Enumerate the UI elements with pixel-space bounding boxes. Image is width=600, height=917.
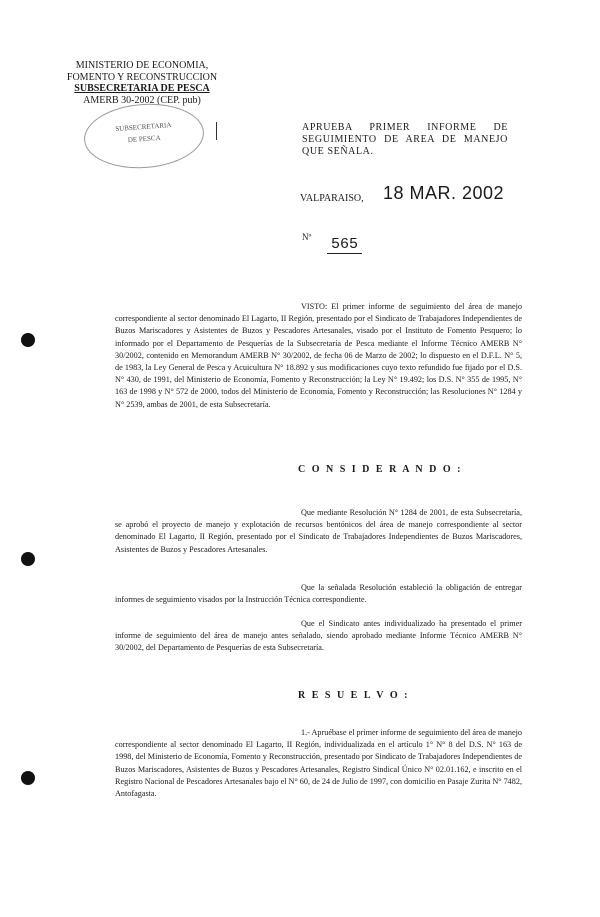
- number-prefix: Nº: [302, 232, 312, 242]
- bracket-mark: [213, 122, 217, 140]
- punch-hole-bottom: [21, 771, 35, 785]
- header-line-2: FOMENTO Y RECONSTRUCCION: [66, 71, 218, 83]
- resuelvo-heading: R E S U E L V O :: [298, 690, 410, 701]
- visto-paragraph: VISTO: El primer informe de seguimiento del área de manejo correspondiente al sector denominado El Lagarto, II Región, presentado por el Sindicato de Trabajadores Independientes de Buzos Mariscadores y Asistentes de Buzos y Pescadores Artesanales, visado por el Instituto de Fomento Pesquero; lo informado por el Departamento de Pesquerías de la Subsecretaría de Pesca mediante el Informe Técnico AMERB N° 30/2002, contenido en Memorandum AMERB N° 30/2002, de fecha 06 de Marzo de 2002; lo dispuesto en el D.F.L. N° 5, de 1983, la Ley General de Pesca y Acuicultura N° 18.892 y sus modificaciones cuyo texto refundido fue fijado por el D.S. N° 430, de 1991, del Ministerio de Economía, Fomento y Reconstrucción; la Ley N° 19.492; los D.S. N° 355 de 1995, N° 163 de 1998 y N° 572 de 2000, todos del Ministerio de Economía, Fomento y Reconstrucción; las Resoluciones N° 1284 y N° 2539, ambas de 2001, de esta Subsecretaría.: [115, 302, 522, 409]
- header-line-4: AMERB 30-2002 (CEP. pub): [83, 94, 201, 106]
- considerando-item-2: Que la señalada Resolución estableció la obligación de entregar informes de seguimiento visados por la Instrucción Técnica correspondiente.: [115, 583, 522, 605]
- header-line-3: SUBSECRETARIA DE PESCA: [74, 83, 210, 94]
- subject-line: APRUEBA PRIMER INFORME DE SEGUIMIENTO DE AREA DE MANEJO QUE SEÑALA.: [302, 122, 508, 157]
- city: VALPARAISO,: [300, 193, 364, 204]
- considerando-item-1: Que mediante Resolución N° 1284 de 2001, de esta Subsecretaría, se aprobó el proyecto de manejo y explotación de recursos bentónicos del área de manejo correspondiente al sector denominado El Lagarto, II Región, presentado por el Sindicato de Trabajadores Independientes de Buzos Mariscadores, Asistentes de Buzos y Pescadores Artesanales.: [115, 508, 522, 554]
- header-line-1: MINISTERIO DE ECONOMIA,: [75, 60, 209, 71]
- stamp-text-2: DE PESCA: [127, 133, 161, 145]
- considerando-item-3: Que el Sindicato antes individualizado ha presentado el primer informe de seguimiento del área de manejo antes señalado, siendo aprobado mediante Informe Técnico AMERB N° 30/2002, del Departamento de Pesquerías de esta Subsecretaría.: [115, 619, 522, 653]
- punch-hole-middle: [21, 552, 35, 566]
- stamp-text: SUBSECRETARIA: [115, 121, 172, 133]
- considerando-heading: C O N S I D E R A N D O :: [298, 464, 463, 475]
- ministry-header: [62, 60, 222, 106]
- punch-hole-top: [21, 333, 35, 347]
- resolution-number: 565: [327, 236, 362, 254]
- date-stamp: 18 MAR. 2002: [383, 183, 505, 203]
- resuelvo-paragraph: 1.- Apruébase el primer informe de seguimiento del área de manejo correspondiente al sector denominado El Lagarto, II Región, individualizada en el artículo 1° N° 8 del D.S. N° 163 de 1998, del Ministerio de Economía, Fomento y Reconstrucción, presentado por Sindicato de Trabajadores Independientes de Buzos Mariscadores, Asistentes de Buzos y Pescadores Artesanales, Registro Sindical Único N° 02.01.162, e inscrito en el Registro Nacional de Pescadores Artesanales bajo el N° 60, de 24 de Julio de 1997, con domicilio en Pasaje Zurita N° 7482, Antofagasta.: [115, 728, 522, 799]
- official-stamp: [82, 100, 206, 172]
